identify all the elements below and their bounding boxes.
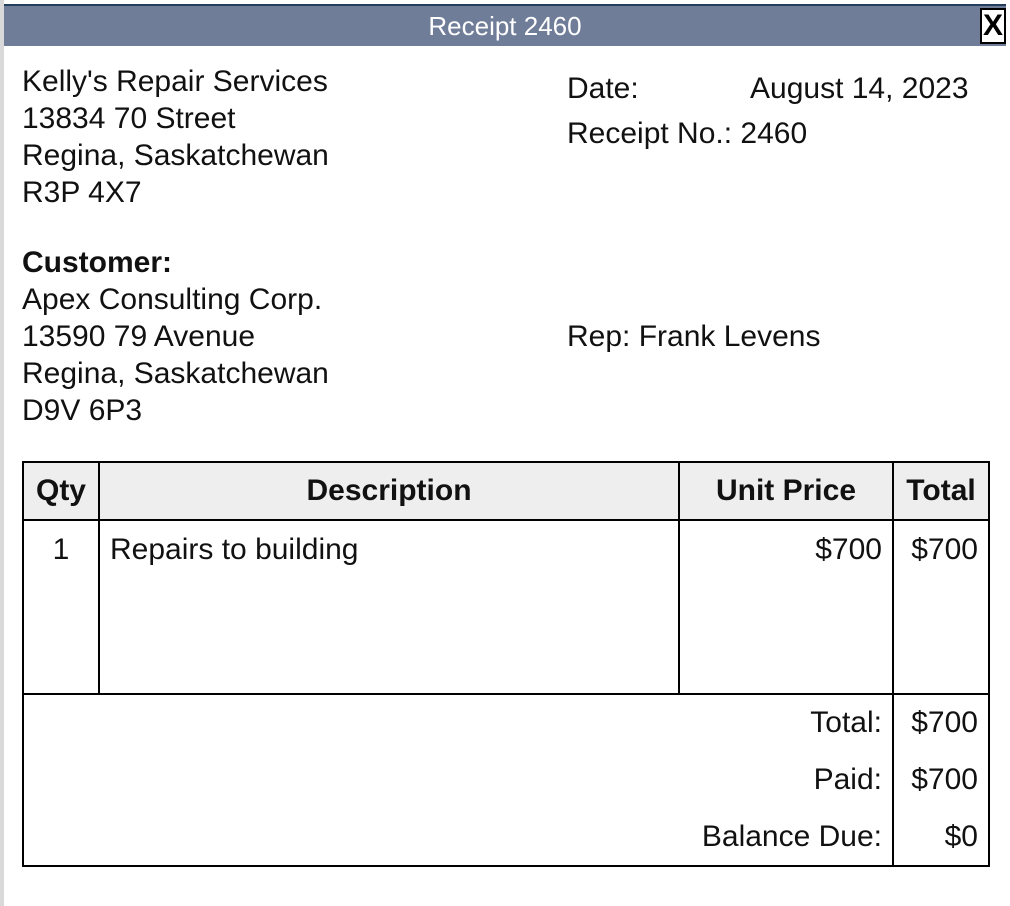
title-bar[interactable]: [4, 4, 1006, 46]
line-items-table: [22, 461, 990, 867]
receipt-number-value: 2460: [740, 117, 808, 150]
company-address-line1: 13834 70 Street: [22, 102, 236, 135]
summary-total-label: Total:: [810, 706, 882, 739]
receipt-number-label: Receipt No.:: [567, 117, 733, 150]
column-divider: [678, 463, 680, 693]
customer-postal-code: D9V 6P3: [22, 394, 143, 427]
column-divider: [98, 463, 100, 693]
date-value: August 14, 2023: [750, 72, 969, 105]
summary-balance-value: $0: [944, 820, 978, 853]
row-unit-price: $700: [815, 533, 882, 566]
company-postal-code: R3P 4X7: [22, 176, 142, 209]
summary-separator: [24, 693, 988, 695]
customer-heading: Customer:: [22, 246, 173, 279]
receipt-number: [567, 115, 807, 152]
column-header-description: Description: [306, 474, 472, 507]
customer-name: Apex Consulting Corp.: [22, 283, 323, 316]
sales-rep-label: Rep:: [567, 320, 631, 353]
background-window-edge: [0, 0, 4, 906]
summary-paid-label: Paid:: [813, 763, 882, 796]
column-header-unit-price: Unit Price: [715, 474, 857, 507]
table-header: [24, 463, 988, 521]
column-divider: [892, 463, 894, 865]
summary-total-value: $700: [911, 706, 978, 739]
summary-balance-label: Balance Due:: [701, 820, 882, 853]
window-title: Receipt 2460: [428, 11, 582, 41]
sales-rep-value: Frank Levens: [638, 320, 821, 353]
customer-address-line2: Regina, Saskatchewan: [22, 357, 329, 390]
sales-rep: [567, 318, 820, 355]
column-header-qty: Qty: [35, 474, 86, 507]
row-description: Repairs to building: [110, 533, 359, 566]
date-label: Date:: [567, 72, 639, 105]
close-button[interactable]: X: [980, 8, 1006, 44]
company-address-line2: Regina, Saskatchewan: [22, 139, 329, 172]
summary-paid-value: $700: [911, 763, 978, 796]
column-header-total: Total: [906, 474, 976, 507]
row-qty: 1: [52, 533, 70, 566]
customer-address-line1: 13590 79 Avenue: [22, 320, 256, 353]
company-name: Kelly's Repair Services: [22, 65, 328, 98]
row-total: $700: [911, 533, 978, 566]
